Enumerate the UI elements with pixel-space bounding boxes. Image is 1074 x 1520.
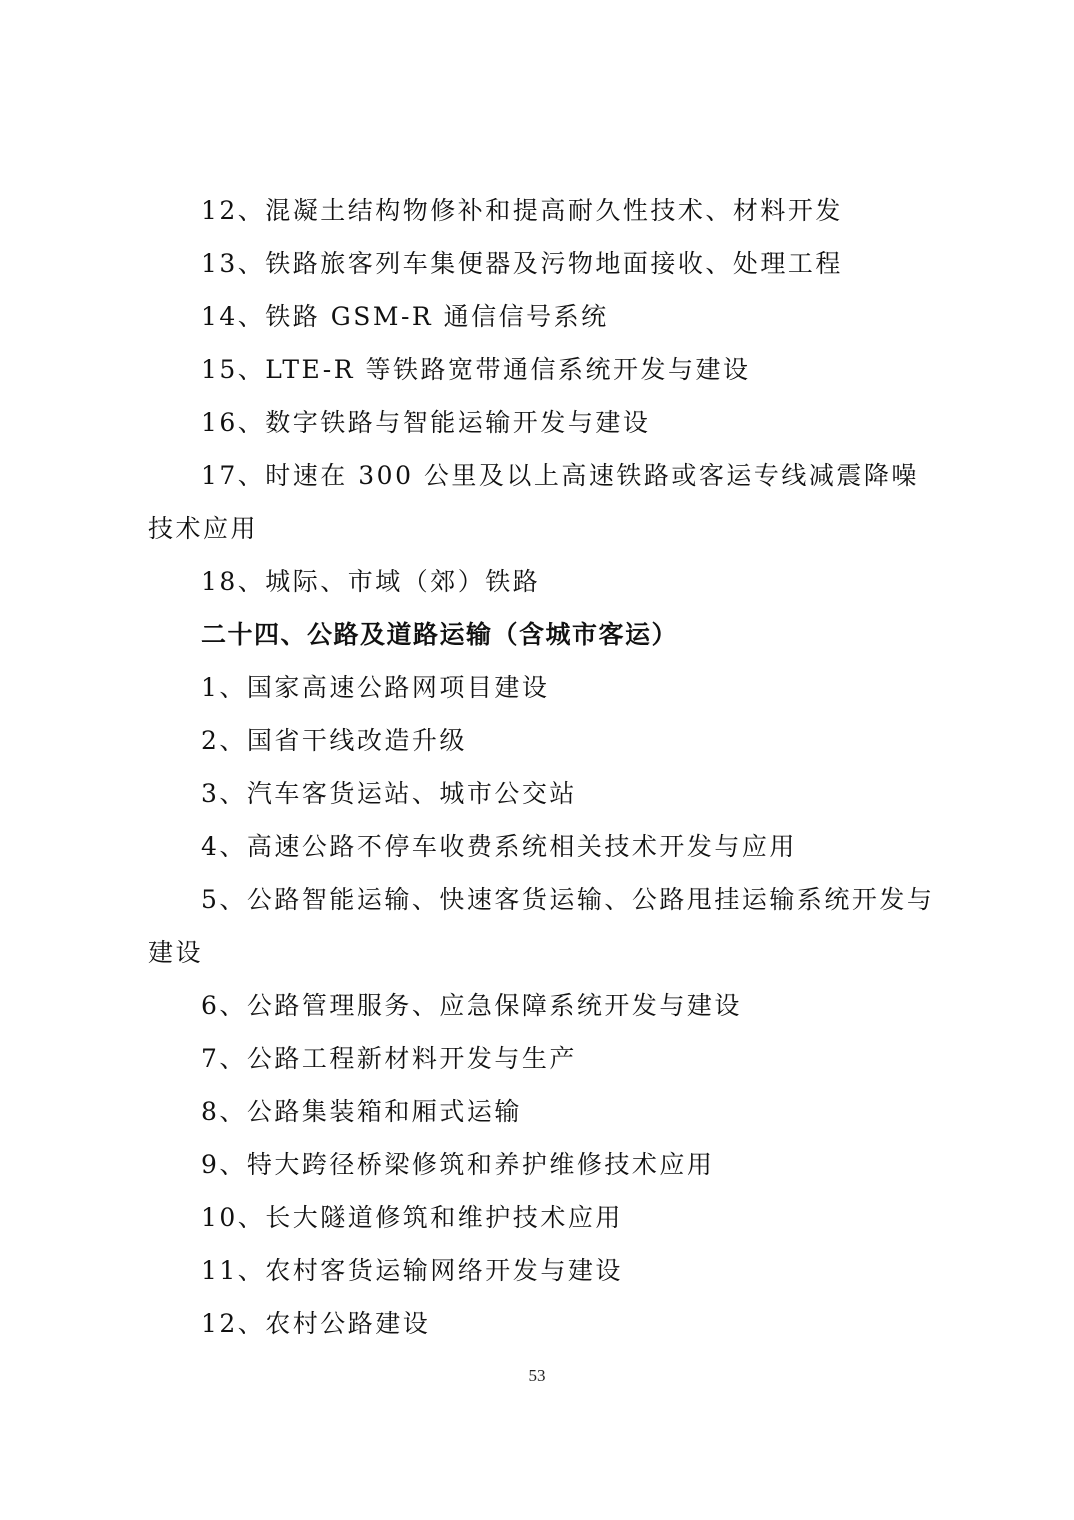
- document-body: [148, 184, 938, 1350]
- list-item: 8、公路集装箱和厢式运输: [201, 1097, 522, 1126]
- list-item: 2、国省干线改造升级: [201, 726, 467, 755]
- list-item: 14、铁路 GSM-R 通信信号系统: [201, 302, 609, 331]
- page-number: 53: [528, 1366, 546, 1385]
- list-item: 7、公路工程新材料开发与生产: [201, 1044, 577, 1073]
- section-heading: 二十四、公路及道路运输（含城市客运）: [201, 620, 679, 649]
- list-item: 1、国家高速公路网项目建设: [201, 673, 550, 702]
- list-item: 18、城际、市域（郊）铁路: [201, 567, 541, 596]
- list-item: 9、特大跨径桥梁修筑和养护维修技术应用: [201, 1150, 715, 1179]
- list-item: 3、汽车客货运站、城市公交站: [201, 779, 577, 808]
- list-item: 12、混凝土结构物修补和提高耐久性技术、材料开发: [201, 196, 843, 225]
- list-item: 11、农村客货运输网络开发与建设: [201, 1256, 623, 1285]
- list-item: 17、时速在 300 公里及以上高速铁路或客运专线减震降噪技术应用: [148, 461, 919, 543]
- list-item: 12、农村公路建设: [201, 1309, 431, 1338]
- list-item: 4、高速公路不停车收费系统相关技术开发与应用: [201, 832, 797, 861]
- list-item: 10、长大隧道修筑和维护技术应用: [201, 1203, 623, 1232]
- list-item: 13、铁路旅客列车集便器及污物地面接收、处理工程: [201, 249, 843, 278]
- list-item: 15、LTE-R 等铁路宽带通信系统开发与建设: [201, 355, 751, 384]
- list-item: 6、公路管理服务、应急保障系统开发与建设: [201, 991, 742, 1020]
- list-item: 16、数字铁路与智能运输开发与建设: [201, 408, 651, 437]
- list-item: 5、公路智能运输、快速客货运输、公路甩挂运输系统开发与建设: [148, 885, 935, 967]
